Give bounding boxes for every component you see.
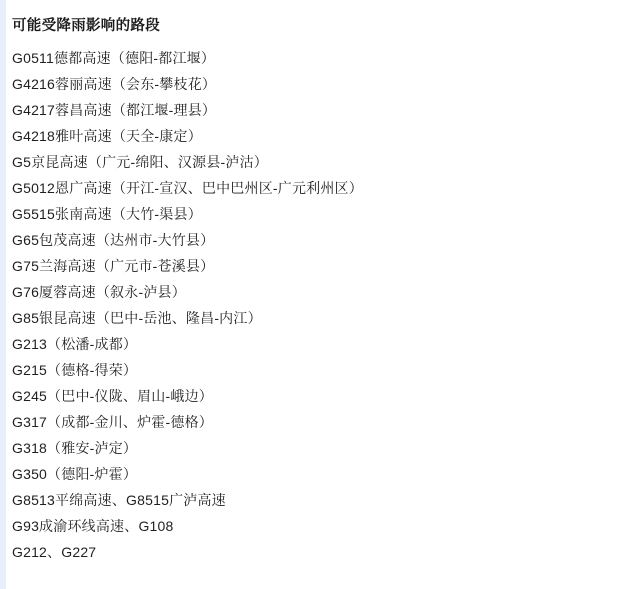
list-item: G213（松潘-成都） bbox=[12, 336, 138, 352]
list-item: G5京昆高速（广元-绵阳、汉源县-泸沽） bbox=[12, 154, 268, 170]
list-item: G75兰海高速（广元市-苍溪县） bbox=[12, 258, 215, 274]
list-item: G350（德阳-炉霍） bbox=[12, 466, 138, 482]
list-item: G8513平绵高速、G8515广泸高速 bbox=[12, 492, 226, 508]
list-item: G317（成都-金川、炉霍-德格） bbox=[12, 414, 213, 430]
list-item: G0511德都高速（德阳-都江堰） bbox=[12, 50, 216, 66]
list-item: G4216蓉丽高速（会东-攀枝花） bbox=[12, 76, 217, 92]
list-item: G5515张南高速（大竹-渠县） bbox=[12, 206, 202, 222]
page-title: 可能受降雨影响的路段 bbox=[12, 18, 160, 34]
list-item: G85银昆高速（巴中-岳池、隆昌-内江） bbox=[12, 310, 262, 326]
list-item: G93成渝环线高速、G108 bbox=[12, 518, 174, 534]
list-item: G318（雅安-泸定） bbox=[12, 440, 138, 456]
list-item: G4217蓉昌高速（都江堰-理县） bbox=[12, 102, 217, 118]
list-item: G76厦蓉高速（叙永-泸县） bbox=[12, 284, 186, 300]
document-content bbox=[6, 0, 640, 589]
list-item: G215（德格-得荣） bbox=[12, 362, 138, 378]
road-section-list bbox=[12, 45, 626, 565]
list-item: G212、G227 bbox=[12, 544, 97, 560]
list-item: G245（巴中-仪陇、眉山-峨边） bbox=[12, 388, 213, 404]
list-item: G5012恩广高速（开江-宣汉、巴中巴州区-广元利州区） bbox=[12, 180, 363, 196]
list-item: G4218雅叶高速（天全-康定） bbox=[12, 128, 202, 144]
list-item: G65包茂高速（达州市-大竹县） bbox=[12, 232, 215, 248]
